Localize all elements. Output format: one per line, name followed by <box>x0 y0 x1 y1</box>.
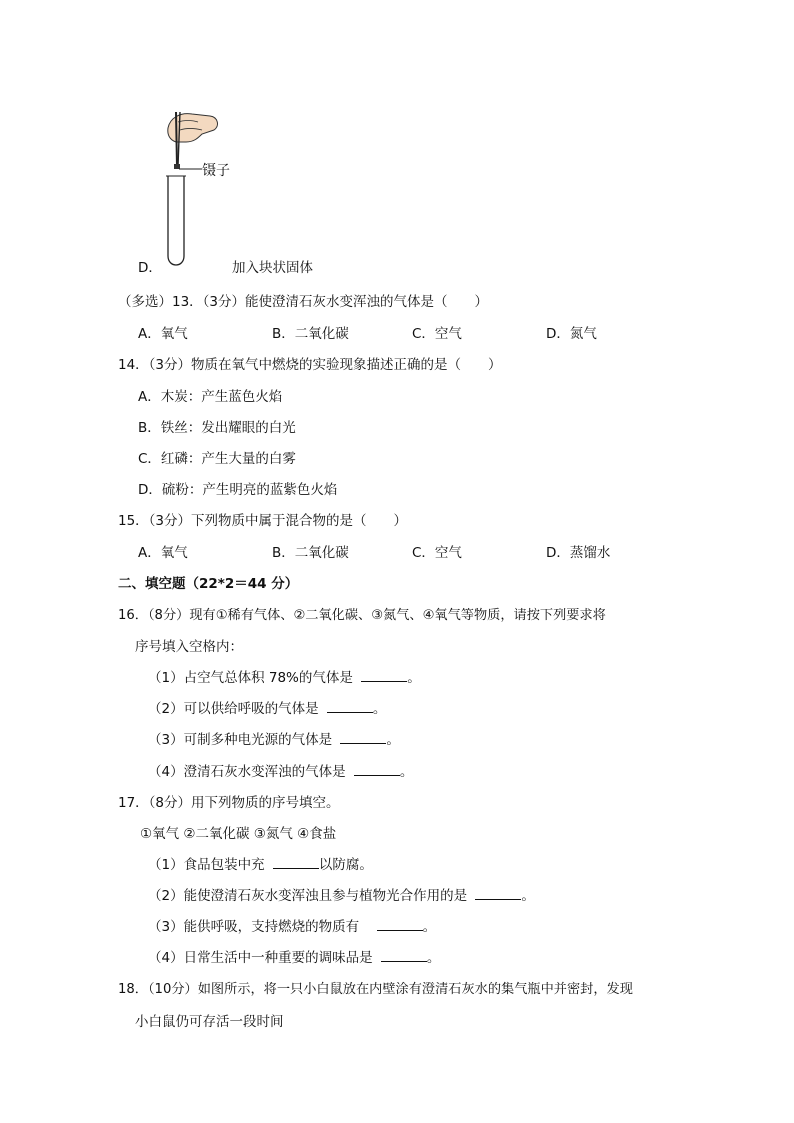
q14-option-b: B．铁丝：发出耀眼的白光 <box>138 420 296 436</box>
answer-blank[interactable] <box>327 698 373 713</box>
q16-item-4: （4）澄清石灰水变浑浊的气体是 。 <box>148 760 413 780</box>
q13-option-a: A．氧气 <box>138 326 188 342</box>
q14-option-a: A．木炭：产生蓝色火焰 <box>138 389 283 405</box>
q17-stem: 17．（8分）用下列物质的序号填空。 <box>118 795 340 811</box>
q15-stem: 15．（3分）下列物质中属于混合物的是（ ） <box>118 513 408 529</box>
q16-item-2: （2）可以供给呼吸的气体是 。 <box>148 697 386 717</box>
q15-option-d: D．蒸馏水 <box>546 545 611 561</box>
q14-option-d: D．硫粉：产生明亮的蓝紫色火焰 <box>138 482 338 498</box>
q13-option-c: C．空气 <box>412 326 462 342</box>
q17-item-1: （1）食品包装中充 以防腐。 <box>148 853 373 873</box>
q13-option-d: D．氮气 <box>546 326 597 342</box>
q16-item-1: （1）占空气总体积 78%的气体是 。 <box>148 666 421 686</box>
test-tube-icon <box>168 176 184 265</box>
q13-option-b: B．二氧化碳 <box>272 326 349 342</box>
q16-stem-line1: 16．（8分）现有①稀有气体、②二氧化碳、③氮气、④氧气等物质，请按下列要求将 <box>118 608 606 623</box>
tweezers-label: 镊子 <box>202 163 230 179</box>
q13-stem: （多选）13．（3分）能使澄清石灰水变浑浊的气体是（ ） <box>118 294 489 310</box>
test-tube-figure <box>158 108 238 270</box>
q15-option-c: C．空气 <box>412 545 462 561</box>
q18-stem-line1: 18．（10分）如图所示，将一只小白鼠放在内壁涂有澄清石灰水的集气瓶中并密封，发现 <box>118 982 633 997</box>
answer-blank[interactable] <box>354 761 400 776</box>
q15-option-b: B．二氧化碳 <box>272 545 349 561</box>
answer-blank[interactable] <box>361 667 407 682</box>
q17-item-4: （4）日常生活中一种重要的调味品是 。 <box>148 946 440 966</box>
answer-blank[interactable] <box>377 916 423 931</box>
answer-blank[interactable] <box>475 885 521 900</box>
q18-stem-line2: 小白鼠仍可存活一段时间 <box>135 1014 284 1030</box>
option-letter-d: D． <box>138 260 162 276</box>
q15-option-a: A．氧气 <box>138 545 188 561</box>
tweezers-icon <box>176 112 177 166</box>
q16-stem-line2: 序号填入空格内： <box>135 639 243 655</box>
q16-item-3: （3）可制多种电光源的气体是 。 <box>148 728 400 748</box>
q17-item-2: （2）能使澄清石灰水变浑浊且参与植物光合作用的是 。 <box>148 884 535 904</box>
answer-blank[interactable] <box>381 947 427 962</box>
q17-item-3: （3）能供呼吸，支持燃烧的物质有 。 <box>148 915 436 935</box>
q14-stem: 14．（3分）物质在氧气中燃烧的实验现象描述正确的是（ ） <box>118 357 502 373</box>
section-title: 二、填空题（22*2＝44 分） <box>118 576 299 592</box>
answer-blank[interactable] <box>273 854 319 869</box>
figure-caption: 加入块状固体 <box>232 260 313 276</box>
answer-blank[interactable] <box>340 729 386 744</box>
q14-option-c: C．红磷：产生大量的白雾 <box>138 451 296 467</box>
q17-choices: ①氧气 ②二氧化碳 ③氮气 ④食盐 <box>140 826 337 842</box>
